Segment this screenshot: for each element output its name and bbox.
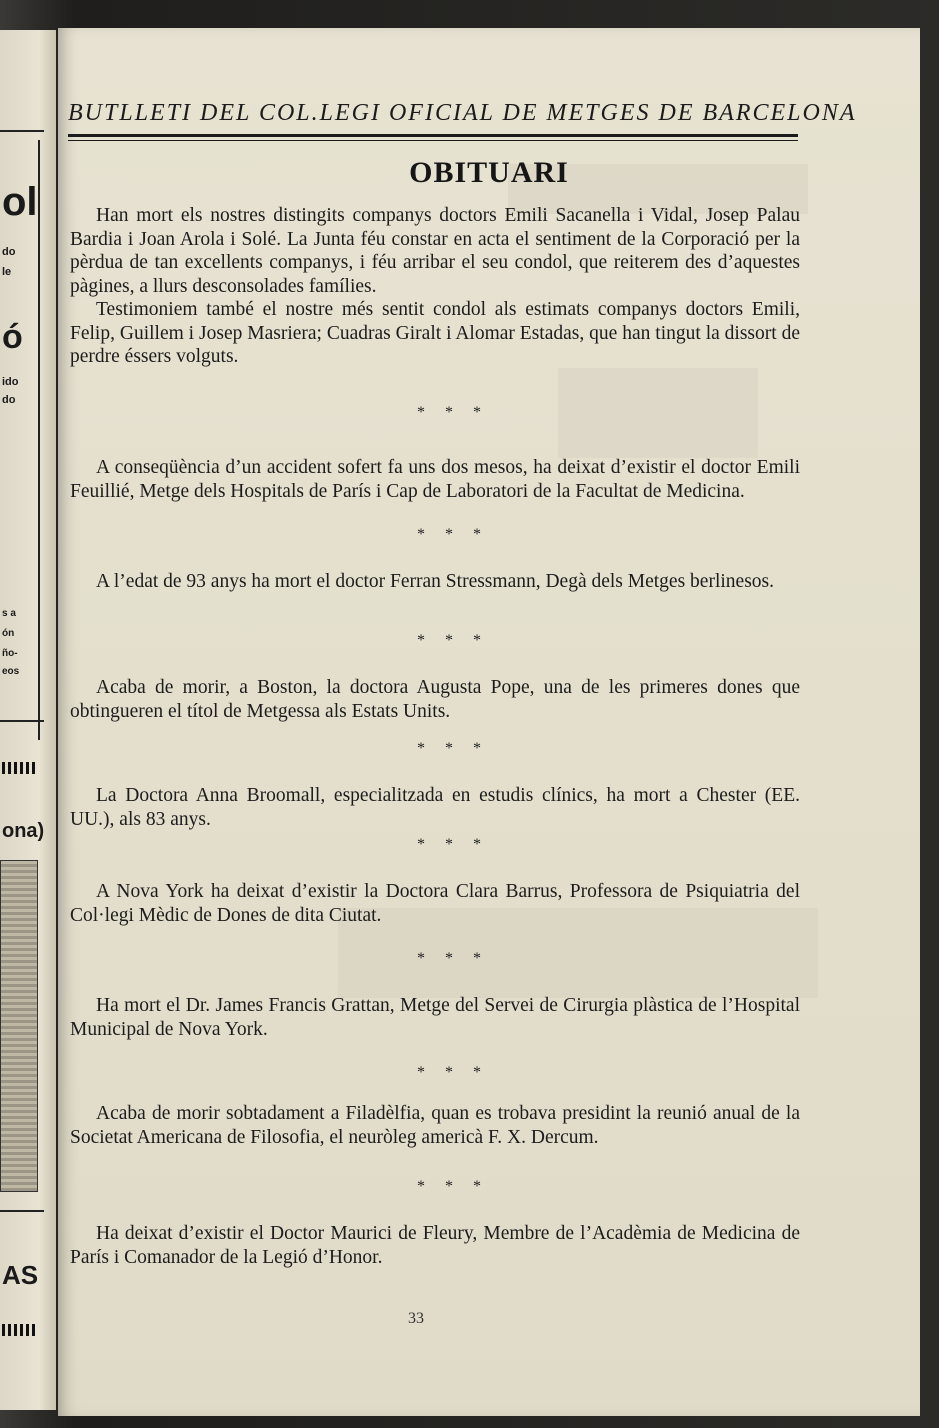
entry-paragraph: Acaba de morir, a Boston, la doctora Augusta Pope, una de les primeres dones que obtingueren el títol de Metgessa als Estats Units. xyxy=(70,677,800,722)
obituary-entry xyxy=(70,570,800,594)
entry-paragraph: Acaba de morir sobtadament a Filadèlfia, quan es trobava presidint la reunió anual de la Societat Americana de Filosofia, el neuròleg americà F. X. Dercum. xyxy=(70,1103,800,1148)
left-page-ornament xyxy=(2,1324,36,1336)
obituary-entry xyxy=(70,880,800,927)
entry-paragraph: Testimoniem també el nostre més sentit condol als estimats companys doctors Emili, Felip, Guillem i Josep Masriera; Cuadras Giralt i Alomar Estadas, que han tingut la dissort de perdre éssers volguts. xyxy=(70,299,800,367)
left-page-ornament xyxy=(2,762,36,774)
entry-paragraph: Ha deixat d’existir el Doctor Maurici de Fleury, Membre de l’Acadèmia de Medicina de París i Comanador de la Legió d’Honor. xyxy=(70,1223,800,1268)
section-separator: * * * xyxy=(417,950,489,967)
document-page xyxy=(58,28,920,1416)
obituary-entry xyxy=(70,994,800,1041)
section-separator: * * * xyxy=(417,836,489,853)
left-page-column-rule xyxy=(38,140,40,740)
section-separator: * * * xyxy=(417,740,489,757)
left-page-rule xyxy=(0,130,44,132)
left-page-fragment: le xyxy=(2,266,12,278)
entry-paragraph: A l’edat de 93 anys ha mort el doctor Ferran Stressmann, Degà dels Metges berlinesos. xyxy=(96,571,774,592)
section-separator: * * * xyxy=(417,1178,489,1195)
left-page-fragment: do xyxy=(2,246,16,258)
left-facing-page xyxy=(0,30,56,1410)
left-page-fragment: ño- xyxy=(2,648,18,659)
left-page-fragment: s a xyxy=(2,608,16,619)
left-page-photo xyxy=(0,860,38,1192)
section-separator: * * * xyxy=(417,404,489,421)
entry-paragraph: Han mort els nostres distingits companys doctors Emili Sacanella i Vidal, Josep Palau Bardia i Joan Arola i Solé. La Junta féu constar en acta el sentiment de la Corporació per la pèrdua de tan excellents companys, i féu arribar el seu condol, que reiterem des d’aquestes pàgines, a llurs desconsolades famílies. xyxy=(70,205,800,297)
obituary-entry xyxy=(70,676,800,723)
header-rule xyxy=(68,134,798,137)
entry-paragraph: La Doctora Anna Broomall, especialitzada en estudis clínics, ha mort a Chester (EE. UU.), als 83 anys. xyxy=(70,785,800,830)
journal-header: BUTLLETI DEL COL.LEGI OFICIAL DE METGES DE BARCELONA xyxy=(68,100,857,126)
page-title: OBITUARI xyxy=(409,156,569,189)
obituary-entry xyxy=(70,204,800,369)
obituary-entry xyxy=(70,784,800,831)
header-rule xyxy=(68,140,798,141)
entry-paragraph: Ha mort el Dr. James Francis Grattan, Metge del Servei de Cirurgia plàstica de l’Hospital Municipal de Nova York. xyxy=(70,995,800,1040)
left-page-rule xyxy=(0,1210,44,1212)
left-page-fragment: ó xyxy=(2,318,23,356)
left-page-fragment: do xyxy=(2,394,16,406)
left-page-rule xyxy=(0,720,44,722)
left-page-fragment: ido xyxy=(2,376,19,388)
entry-paragraph: A Nova York ha deixat d’existir la Doctora Clara Barrus, Professora de Psiquiatria del Col·legi Mèdic de Dones de dita Ciutat. xyxy=(70,881,800,926)
left-page-fragment: eos xyxy=(2,666,20,677)
left-page-fragment: ona) xyxy=(2,820,45,842)
left-page-fragment: ón xyxy=(2,628,15,639)
left-page-fragment: ol xyxy=(2,180,38,224)
section-separator: * * * xyxy=(417,526,489,543)
obituary-entry xyxy=(70,1222,800,1269)
obituary-entry xyxy=(70,456,800,503)
entry-paragraph: A conseqüència d’un accident sofert fa uns dos mesos, ha deixat d’existir el doctor Emili Feuillié, Metge dels Hospitals de París i Cap de Laboratori de la Facultat de Medicina. xyxy=(70,457,800,502)
obituary-entry xyxy=(70,1102,800,1149)
section-separator: * * * xyxy=(417,632,489,649)
left-page-fragment: AS xyxy=(2,1260,39,1290)
section-separator: * * * xyxy=(417,1064,489,1081)
page-number: 33 xyxy=(408,1310,424,1327)
